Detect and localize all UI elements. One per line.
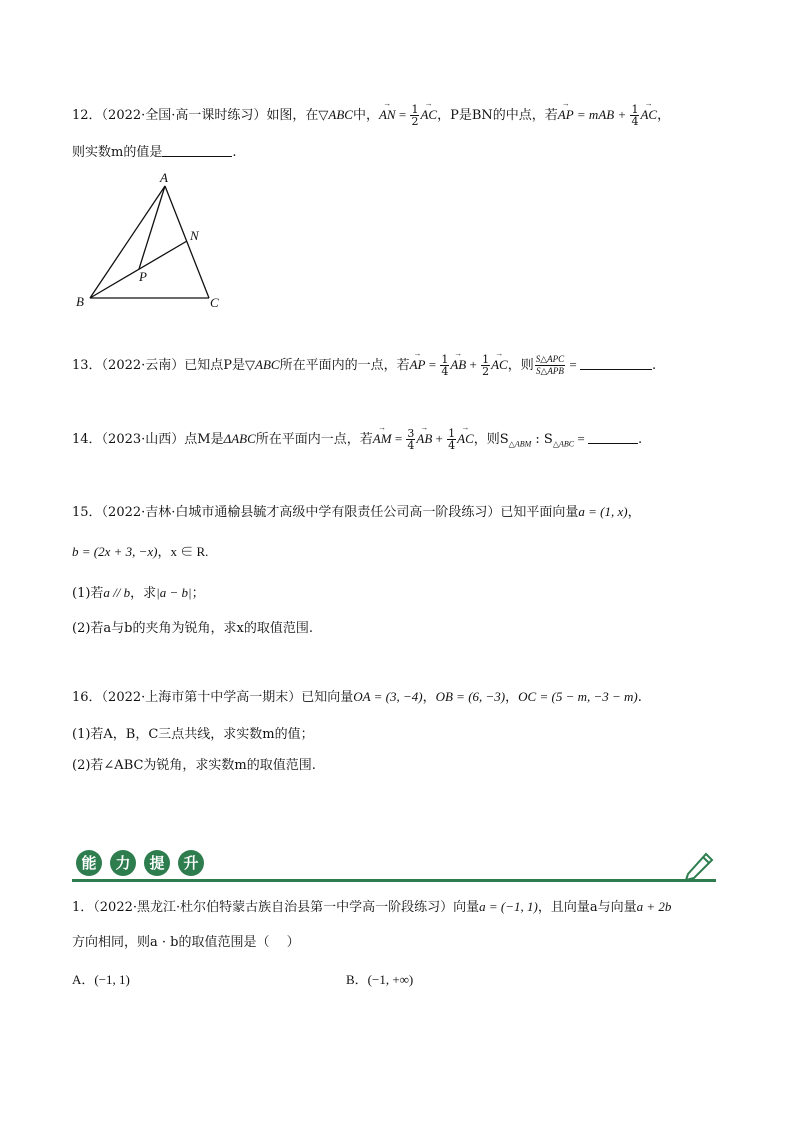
q12-frac-quarter: $\frac{1}{4}$ — [631, 103, 639, 128]
q14-then: ，则S — [473, 432, 509, 447]
ex1-vector-a: a = (−1, 1) — [479, 899, 538, 914]
q13-eq: = — [425, 357, 440, 372]
q12-triangle: ▽ABC — [318, 107, 353, 122]
q12-text: 中， — [352, 108, 379, 123]
q13-plus: + — [466, 357, 481, 372]
ex1-line1 — [72, 898, 671, 917]
q15-prefix: 15．（2022·吉林·白城市通榆县毓才高级中学有限责任公司高一阶段练习）已知平面向量 — [72, 505, 579, 520]
q15-vector-a: a = (1, x) — [578, 504, 628, 519]
answer-blank[interactable] — [162, 144, 232, 157]
q16-sep: ， — [505, 690, 519, 705]
label-n: N — [190, 228, 199, 243]
q13-vector-ap: → AP — [410, 356, 426, 374]
answer-blank[interactable] — [580, 357, 652, 370]
banner-char-1: 能 — [76, 850, 102, 876]
label-c: C — [210, 295, 219, 310]
q15-line1 — [72, 503, 641, 522]
q16-sep: ， — [422, 690, 436, 705]
q16-vector-oa: OA = (3, −4) — [353, 689, 423, 704]
q14-vector-am: → AM — [373, 430, 392, 448]
q12-end: ， — [657, 108, 671, 123]
q12-prefix: 12．（2022·全国·高一课时练习）如图，在 — [72, 108, 319, 123]
banner-char-3: 提 — [144, 850, 170, 876]
q14-vector-ac: → AC — [457, 430, 474, 448]
q14-line: 14．（2023·山西）点M是ΔABC所在平面内一点，若→ AM = $\frac{3}{4}$ → AB + $\frac{1}{4}$ → AC，则$S_{\triangle ABM}$ : $S_{\triangle ABC}$ = . — [72, 428, 642, 454]
option-b-value: (−1, +∞) — [367, 972, 414, 987]
q14-sub1: △ABM — [508, 439, 532, 449]
q12-line2: 则实数m的值是 . — [72, 145, 237, 160]
q12-vector-ac: → AC — [420, 106, 437, 124]
triangle-figure — [70, 168, 230, 314]
q14-eq2: = — [574, 431, 588, 446]
q12-line1 — [72, 104, 670, 127]
q15-p1-pre: (1)若 — [72, 586, 104, 601]
option-a-value: (−1, 1) — [94, 972, 130, 987]
q13-area-ratio: $\frac{\text{S△APC}}{\text{S△APB}}$ — [535, 354, 565, 376]
q15-p1-cond: a // b — [103, 585, 131, 600]
q16-line1 — [72, 688, 642, 707]
label-p: P — [139, 269, 147, 284]
q15-part1 — [72, 584, 205, 603]
q12-ask: 则实数m的值是 — [72, 145, 163, 160]
q12-condition: ，P是BN的中点，若 — [437, 108, 558, 123]
q12-frac-half: $\frac{1}{2}$ — [411, 103, 419, 128]
q16-p1: (1)若A，B，C三点共线，求实数m的值； — [72, 727, 314, 742]
label-a: A — [160, 170, 168, 185]
q14-plus: + — [432, 431, 447, 446]
q15-p1-expr: |a − b| — [156, 585, 192, 600]
answer-blank[interactable] — [588, 431, 638, 444]
q14-colon: : S — [531, 432, 553, 447]
q15-domain: ，x ∈ R. — [157, 544, 209, 559]
banner-char-4: 升 — [178, 850, 204, 876]
banner-char-2: 力 — [110, 850, 136, 876]
option-a-label: A． — [72, 972, 95, 987]
q16-vector-oc: OC = (5 − m, −3 − m) — [518, 689, 638, 704]
q14-frac2: $\frac{1}{4}$ — [448, 427, 456, 452]
q14-text: 所在平面内一点，若 — [255, 432, 373, 447]
q16-vector-ob: OB = (6, −3) — [435, 689, 506, 704]
q13-text: 所在平面内的一点，若 — [279, 358, 410, 373]
q16-p2: (2)若∠ABC为锐角，求实数m的取值范围. — [72, 758, 316, 773]
q15-vector-b: b = (2x + 3, −x) — [72, 544, 158, 559]
ex1-option-b[interactable] — [346, 971, 413, 990]
q16-part1 — [72, 726, 314, 744]
ex1-vector-sum: a + 2b — [636, 899, 672, 914]
q14-vector-ab: → AB — [416, 430, 432, 448]
banner-underline — [72, 879, 716, 882]
q14-triangle: ΔABC — [223, 431, 256, 446]
q13-eq2: = — [566, 357, 580, 372]
q14-sub2: △ABC — [552, 439, 575, 449]
q13-vector-ab: → AB — [450, 356, 466, 374]
q13-frac1: $\frac{1}{4}$ — [441, 353, 449, 378]
q12-vector-ac2: → AC — [640, 106, 657, 124]
q16-end: . — [637, 690, 642, 705]
q15-part2 — [72, 620, 313, 638]
q14-prefix: 14．（2023·山西）点M是 — [72, 432, 224, 447]
ex1-ask: 方向相同，则a · b的取值范围是（ ） — [72, 935, 300, 950]
q15-p1-end: ； — [191, 586, 205, 601]
ex1-option-a[interactable] — [72, 971, 130, 990]
q13-then: ，则 — [507, 358, 534, 373]
section-banner — [72, 848, 716, 884]
option-b-label: B． — [346, 972, 368, 987]
q15-p2: (2)若a与b的夹角为锐角，求x的取值范围. — [72, 621, 313, 636]
pencil-icon — [676, 848, 716, 882]
q12-m-ab: = mAB + — [573, 107, 630, 122]
ex1-mid: ，且向量a与向量 — [537, 900, 637, 915]
q13-line: 13．（2022·云南）已知点P是▽ABC所在平面内的一点，若→ AP = $\frac{1}{4}$ → AB + $\frac{1}{2}$ → AC，则 $\frac{\text{S△APC}}{\text{S△APB}}$ = . — [72, 354, 656, 377]
q13-vector-ac: → AC — [491, 356, 508, 374]
q12-vector-an: → AN — [379, 106, 396, 124]
q16-prefix: 16．（2022·上海市第十中学高一期末）已知向量 — [72, 690, 354, 705]
q15-comma: ， — [627, 505, 641, 520]
q15-line2 — [72, 543, 208, 562]
q14-eq: = — [391, 431, 406, 446]
q15-p1-mid: ，求 — [130, 586, 157, 601]
q16-part2 — [72, 757, 316, 775]
q13-frac2: $\frac{1}{2}$ — [482, 353, 490, 378]
ex1-line2 — [72, 934, 300, 952]
q13-prefix: 13．（2022·云南）已知点P是 — [72, 358, 246, 373]
ex1-prefix: 1．（2022·黑龙江·杜尔伯特蒙古族自治县第一中学高一阶段练习）向量 — [72, 900, 480, 915]
q14-frac1: $\frac{3}{4}$ — [407, 427, 415, 452]
q12-vector-ap: → AP — [558, 106, 574, 124]
label-b: B — [76, 294, 84, 309]
q13-triangle: ▽ABC — [245, 357, 280, 372]
q12-eq: = — [395, 107, 410, 122]
